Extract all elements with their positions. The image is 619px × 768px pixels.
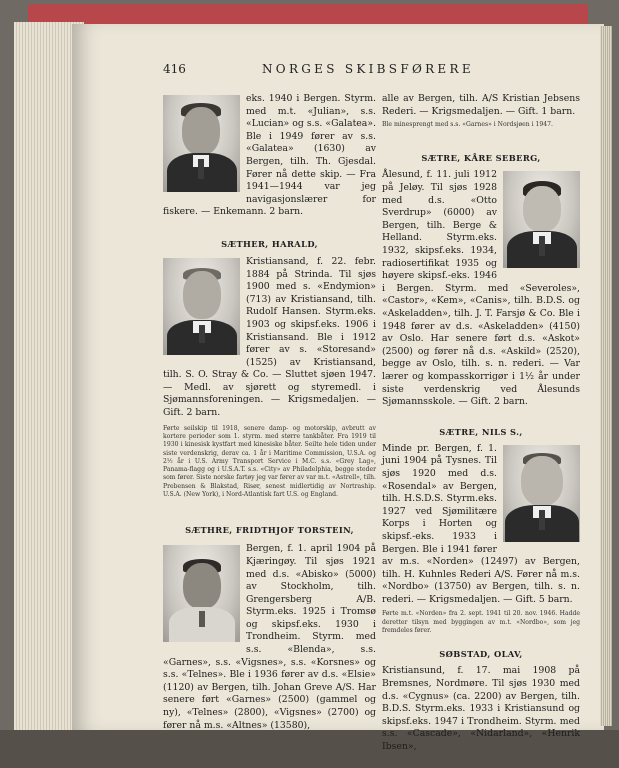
entry-name-saethre-fridthjof: SÆTHRE, FRIDTHJOF TORSTEIN,	[185, 525, 354, 536]
left-column	[163, 93, 376, 732]
entry-name-sobstad-olav: SØBSTAD, OLAV,	[439, 649, 523, 660]
entry-text-sobstad-olav: Kristiansund, f. 17. mai 1908 på Bremsnes, Nordmøre. Til sjøs 1930 med d.s. «Cygnus» (ca. 2200) av Bergen, tilh. B.D.S. Styrm.eks. 1933 i Kristiansund og skipsf.eks. 1947 i Trondheim. Styrm. med s.s. «Cascade», «Nidarland», «Henrik Ibsen»,	[382, 665, 580, 752]
portrait-photo-4	[503, 171, 580, 268]
entry-text-saethre-fridthjof: Bergen, f. 1. april 1904 på Kjæringøy. Til sjøs 1921 med d.s. «Abisko» (5000) av Stockholm, tilh. Grengersberg A/B. Styrm.eks. 1925 i Tromsø og skipsf.eks. 1930 i Trondheim. Styrm. med s.s. «Blenda», s.s. «Garnes», s.s. «Vigsnes», s.s. «Korsnes» og s.s. «Telnes». Ble i 1936 fører av d.s. «Elsie» (1120) av Bergen, tilh. Johan Greve A/S. Har senere ført «Garnes» (2500) (gammel og ny), «Telnes» (2800), «Vigsnes» (2700) og fører nå m.s. «Altnes» (13580),	[163, 543, 376, 731]
entry-continuation-text: eks. 1940 i Bergen. Styrm. med m.t. «Julian», s.s. «Lucian» og s.s. «Galatea». Ble i 1949 fører av s.s. «Galatea» (1630) av Bergen, tilh. Th. Gjesdal. Fører nå dette skip. — Fra 1941—1944 var jeg navigasjonslærer for fiskere. — Enkemann. 2 barn.	[163, 93, 376, 218]
portrait-photo-2	[163, 258, 240, 355]
entry-text-saetre-nils: Minde pr. Bergen, f. 1. juni 1904 på Tysnes. Til sjøs 1920 med d.s. «Rosendal» av Bergen, tilh. H.S.D.S. Styrm.eks. 1927 ved Sjømilitære Korps i Horten og skipsf.-eks. 1933 i Bergen. Ble i 1941 fører av m.s. «Norden» (12497) av Bergen, tilh. H. Kuhnles Rederi A/S. Fører nå m.s. «Nordbo» (13750) av Bergen, tilh. s. n. rederi. — Krigsmedaljen. — Gift. 5 barn.	[382, 442, 580, 605]
entry-text-saetre-kare: Ålesund, f. 11. juli 1912 på Jeløy. Til sjøs 1928 med d.s. «Otto Sverdrup» (6000) av Bergen, tilh. Berge & Helland. Styrm.eks. 1932, skipsf.eks. 1934, radiosertifikat 1935 og høyere skipsf.-eks. 1946 i Bergen. Styrm. med «Severoles», «Castor», «Kem», «Canis», tilh. B.D.S. og «Askeladden», tilh. J. T. Farsjø & Co. Ble i 1948 fører av d.s. «Askeladden» (4150) av Oslo. Har senere ført d.s. «Askot» (2500) og fører nå d.s. «Askild» (2520), begge av Oslo, tilh. s. n. rederi. — Var lærer og kompasskorrigør i 1½ år under siste verdenskrig ved Ålesunds Sjømannsskole. — Gift. 2 barn.	[382, 169, 580, 408]
book-right-edge	[600, 26, 612, 726]
entry-name-saetre-nils: SÆTRE, NILS S.,	[439, 426, 523, 437]
portrait-photo-5	[503, 445, 580, 542]
portrait-photo-3	[163, 545, 240, 642]
entry-note-continuation-right: Ble minesprengt med s.s. «Garnes» i Nordsjøen i 1947.	[382, 121, 553, 129]
entry-text-saether-harald: Kristiansand, f. 22. febr. 1884 på Strinda. Til sjøs 1900 med s. «Endymion» (713) av Kristiansand, tilh. Rudolf Hansen. Styrm.eks. 1903 og skipsf.eks. 1906 i Kristiansand. Ble i 1912 fører av s. «Storesand» (1525) av Kristiansand, tilh. S. O. Stray & Co. — Sluttet sjøen 1947. — Medl. av sjørett og styremedl. i Sjømannsforeningen. — Krigsmedaljen. — Gift. 2 barn.	[163, 255, 376, 419]
running-head: NORGES SKIBSFØRERE	[262, 62, 474, 76]
right-column	[382, 93, 580, 754]
entry-note-saetre-nils: Førte m.t. «Norden» fra 2. sept. 1941 til 20. nov. 1946. Hadde deretter tilsyn med byggingen av m.t. «Nordbo», som jeg fremdeles fører.	[382, 610, 580, 635]
book-cover-edge	[28, 4, 588, 24]
portrait-photo-1	[163, 95, 240, 192]
entry-name-saether-harald: SÆTHER, HARALD,	[221, 238, 318, 249]
page-number: 416	[163, 62, 186, 76]
entry-note-saether-harald: Førte seilskip til 1918, senere damp- og motorskip, avbrutt av kortere perioder som 1. styrm. med større tankbåter. Fra 1919 til 1930 i kinesisk kystfart med kinesiske båter. Seilte hele tiden under siste verdenskrig, derav ca. 1 år i Maritime Commission, U.S.A. og 2½ år i U.S. Army Transport Service i M.C. s.s. «Grey Lag», Panama-flagg og i U.S.A.T. s.s. «City» av Philadelphia, begge steder som fører. Siste norske fartøy jeg var fører av var m.t. «Astrell», tilh. Prebensen & Blakstad, Risør, senest midlertidig av Nortraship. U.S.A. (New York), i Nord-Atlantisk fart U.S. og England.	[163, 424, 376, 499]
entry-continuation-right-text: alle av Bergen, tilh. A/S Kristian Jebsens Rederi. — Krigsmedaljen. — Gift. 1 barn.	[382, 93, 580, 117]
entry-name-saetre-kare: SÆTRE, KÅRE SEBERG,	[421, 153, 541, 164]
